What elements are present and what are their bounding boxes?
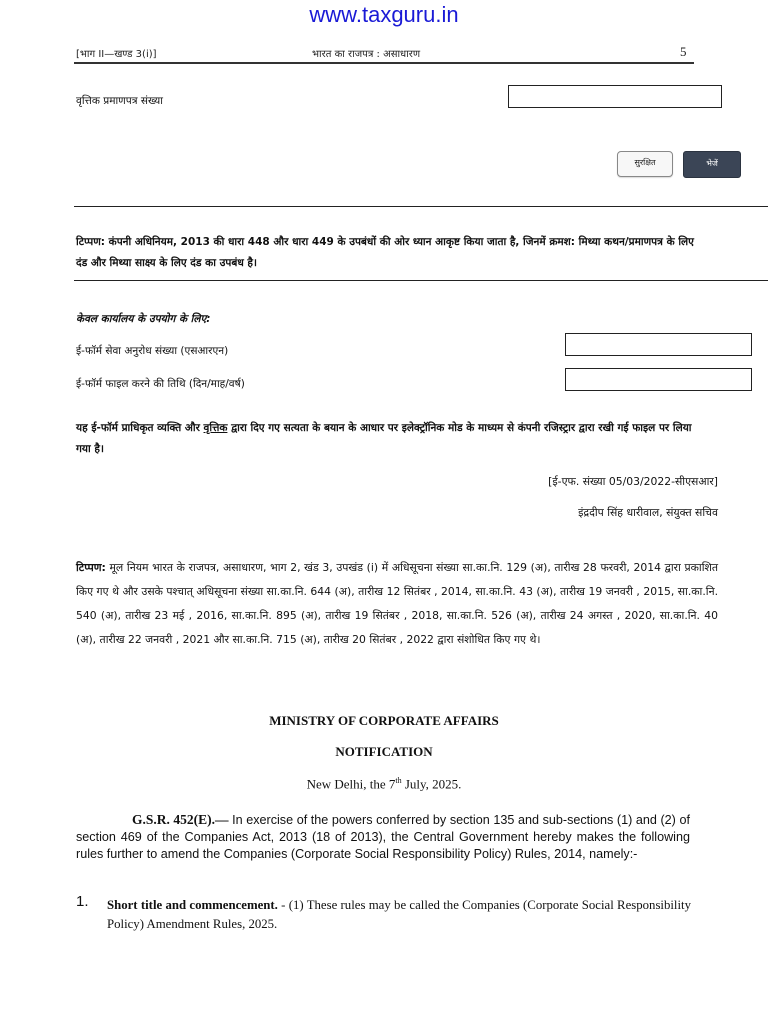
dateline-sup: th xyxy=(395,776,402,785)
dateline-post: July, 2025. xyxy=(401,776,462,792)
separator-rule-top xyxy=(74,206,768,207)
separator-rule-bottom xyxy=(74,280,768,281)
penalty-note: टिप्पण: कंपनी अधिनियम, 2013 की धारा 448 और धारा 449 के उपबंधों की ओर ध्यान आकृष्ट किया जाता है, जिनमें क्रमश: मिथ्या कथन/प्रमाणपत्र के लिए दंड और मिथ्या साक्ष्य के लिए दंड का उपबंध है। xyxy=(76,236,694,269)
gsr-paragraph xyxy=(76,811,690,863)
membership-number-field[interactable] xyxy=(508,85,722,108)
submit-button[interactable]: भेजें xyxy=(683,151,741,178)
srn-label: ई-फॉर्म सेवा अनुरोध संख्या (एसआरएन) xyxy=(76,345,229,357)
principal-note-text: मूल नियम भारत के राजपत्र, असाधारण, भाग 2, खंड 3, उपखंड (i) में अधिसूचना संख्या सा.का.नि. 129 (अ), तारीख 28 फरवरी, 2014 द्वारा प्रकाशित किए गए थे और उसके पश्चात् अधिसूचना संख्या सा.का.नि. 644 (अ), तारीख 12 सितंबर , 2014, सा.का.नि. 43 (अ), तारीख 19 जनवरी , 2015, सा.का.नि. 540 (अ), तारीख 23 मई , 2016, सा.का.नि. 895 (अ), तारीख 19 सितंबर , 2018, सा.का.नि. 526 (अ), तारीख 24 अगस्त , 2020, सा.का.नि. 40 (अ), तारीख 22 जनवरी , 2021 और सा.का.नि. 715 (अ), तारीख 20 सितंबर , 2022 द्वारा संशोधित किए गए थे। xyxy=(76,561,718,646)
rule-1-paragraph xyxy=(107,896,691,934)
watermark-url: www.taxguru.in xyxy=(309,2,459,27)
dateline xyxy=(0,776,768,792)
srn-field[interactable] xyxy=(565,333,752,356)
principal-note-label: टिप्पण: xyxy=(76,561,106,574)
file-number: [ई-एफ. संख्या 05/03/2022-सीएसआर] xyxy=(548,475,718,488)
statement-before: यह ई-फॉर्म प्राधिकृत व्यक्ति और xyxy=(76,422,204,434)
header-page-number: 5 xyxy=(680,44,687,59)
dateline-pre: New Delhi, the 7 xyxy=(306,776,396,792)
gsr-text: In exercise of the powers conferred by section 135 and sub-sections (1) and (2) of section 469 of the Companies Act, 2013 (18 of 2013), the Central Government hereby makes the following rules further to amend the Companies (Corporate Social Responsibility Policy) Rules, 2014, namely:- xyxy=(76,813,690,861)
gsr-label: G.S.R. 452(E).— xyxy=(132,812,229,827)
rule-1-number: 1. xyxy=(76,893,89,910)
notification-title: NOTIFICATION xyxy=(335,744,433,759)
filing-date-label: ई-फॉर्म फाइल करने की तिथि (दिन/माह/वर्ष) xyxy=(76,378,245,390)
principal-rules-note xyxy=(76,556,718,652)
rule-1-text: - (1) These rules may be called the Companies (Corporate Social Responsibility Policy) Amendment Rules, 2025. xyxy=(107,898,691,931)
header-part: [भाग II—खण्ड 3(i)] xyxy=(76,49,157,60)
signatory: इंद्रदीप सिंह धारीवाल, संयुक्त सचिव xyxy=(578,506,718,519)
statement-text xyxy=(76,418,700,460)
membership-number-label: वृत्तिक प्रमाणपत्र संख्या xyxy=(76,95,163,107)
save-button[interactable]: सुरक्षित xyxy=(617,151,673,177)
filing-date-field[interactable] xyxy=(565,368,752,391)
rule-1-title: Short title and commencement. xyxy=(107,898,278,912)
header-rule xyxy=(74,62,694,64)
office-use-heading: केवल कार्यालय के उपयोग के लिए: xyxy=(76,313,211,325)
header-gazette-title: भारत का राजपत्र : असाधारण xyxy=(312,49,421,60)
ministry-title: MINISTRY OF CORPORATE AFFAIRS xyxy=(269,713,499,728)
statement-after: द्वारा दिए गए सत्यता के बयान के आधार पर इलेक्ट्रॉनिक मोड के माध्यम से कंपनी रजिस्ट्रार द्वारा रखी गई फाइल पर लिया गया है। xyxy=(76,422,692,455)
statement-underlined: वृत्तिक xyxy=(203,422,228,434)
